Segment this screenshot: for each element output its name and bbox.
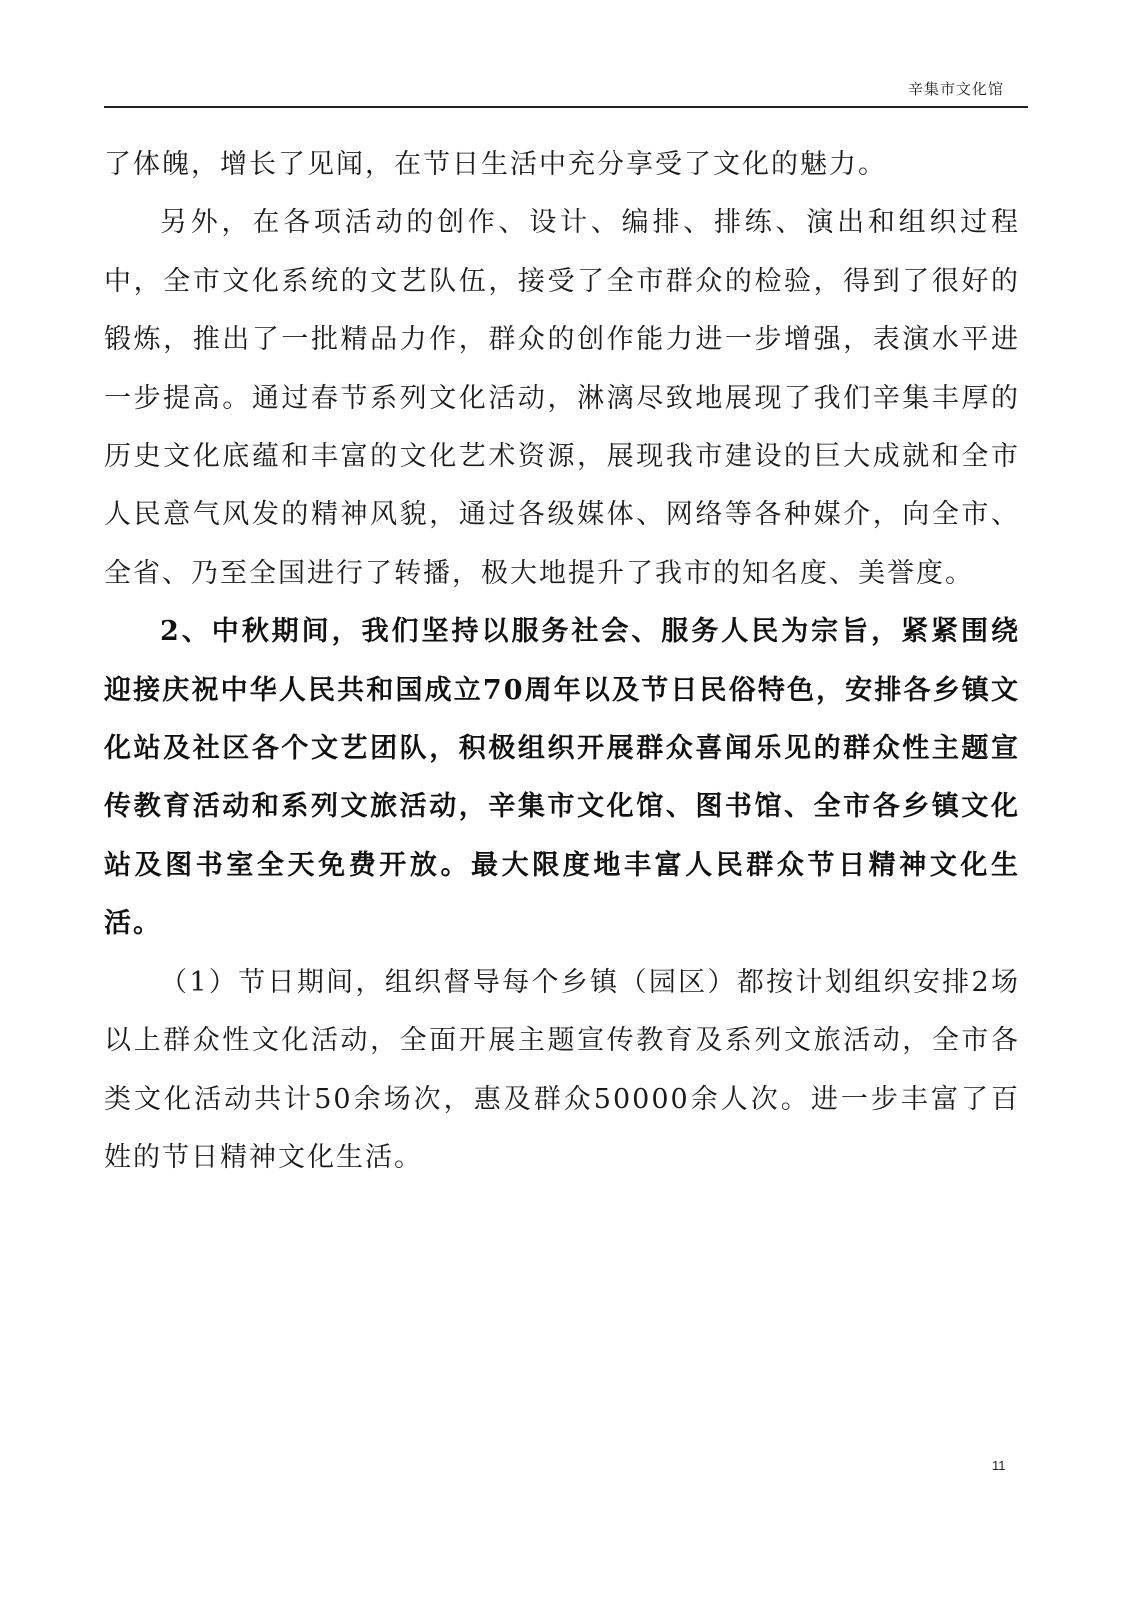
paragraph-continuation: 了体魄，增长了见闻，在节日生活中充分享受了文化的魅力。 xyxy=(104,149,887,180)
page-header xyxy=(104,70,1028,108)
header-title: 辛集市文化馆 xyxy=(907,80,1004,98)
paragraph-mid-autumn-section: 2、中秋期间，我们坚持以服务社会、服务人民为宗旨，紧紧围绕迎接庆祝中华人民共和国成立70周年以及节日民俗特色，安排各乡镇文化站及社区各个文艺团队，积极组织开展群众喜闻乐见的群众性主题宣传教育活动和系列文旅活动，辛集市文化馆、图书馆、全市各乡镇文化站及图书室全天免费开放。最大限度地丰富人民群众节日精神文化生活。 xyxy=(104,616,1020,940)
paragraph-spring-festival-summary: 另外，在各项活动的创作、设计、编排、排练、演出和组织过程中，全市文化系统的文艺队伍，接受了全市群众的检验，得到了很好的锻炼，推出了一批精品力作，群众的创作能力进一步增强，表演水平进一步提高。通过春节系列文化活动，淋漓尽致地展现了我们辛集丰厚的历史文化底蕴和丰富的文化艺术资源，展现我市建设的巨大成就和全市人民意气风发的精神风貌，通过各级媒体、网络等各种媒介，向全市、全省、乃至全国进行了转播，极大地提升了我市的知名度、美誉度。 xyxy=(104,207,1020,589)
page-number: 11 xyxy=(992,1458,1006,1473)
paragraph-holiday-activities: （1）节日期间，组织督导每个乡镇（园区）都按计划组织安排2场以上群众性文化活动，全面开展主题宣传教育及系列文旅活动，全市各类文化活动共计50余场次，惠及群众50000余人次。进一步丰富了百姓的节日精神文化生活。 xyxy=(104,966,1020,1173)
document-body xyxy=(104,136,1020,1187)
